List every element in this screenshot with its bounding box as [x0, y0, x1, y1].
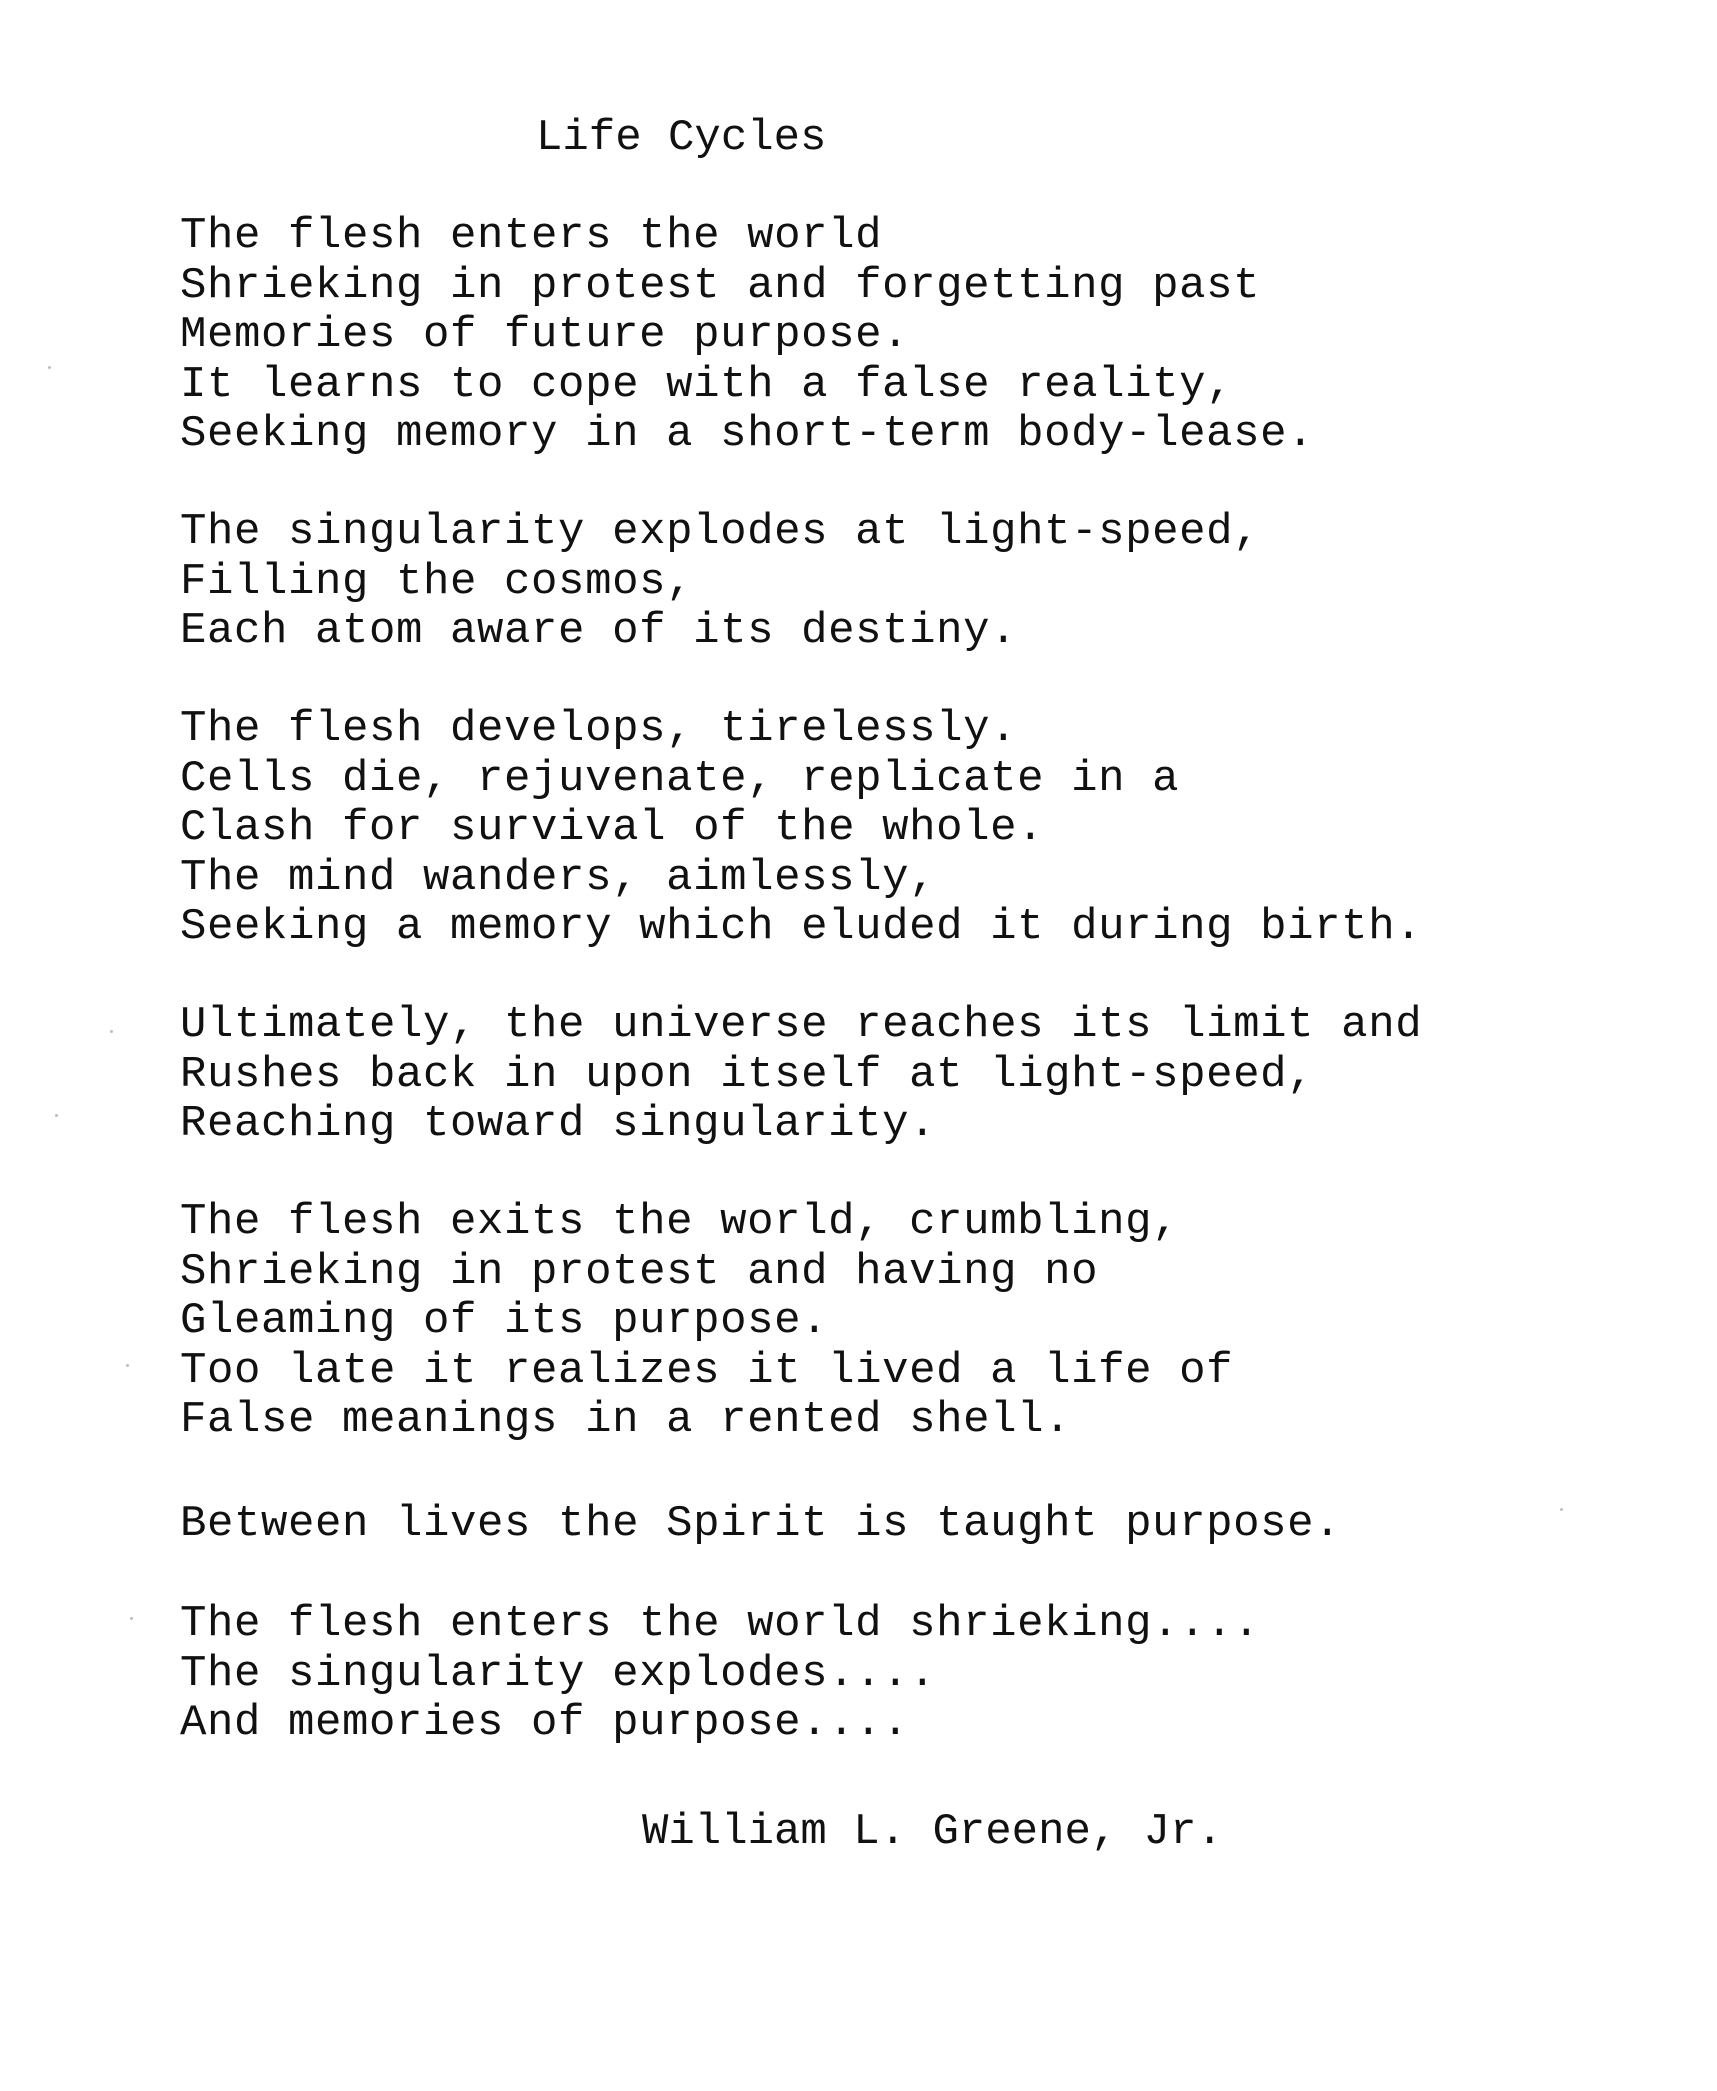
author-signature: William L. Greene, Jr.: [642, 1807, 1223, 1857]
scan-speck: [126, 1364, 129, 1367]
scan-speck: [130, 1617, 133, 1620]
poem-line: Gleaming of its purpose.: [180, 1296, 829, 1346]
poem-line: The flesh enters the world shrieking....: [180, 1599, 1261, 1649]
stanza-2: [180, 508, 1260, 657]
poem-line: Filling the cosmos,: [180, 556, 694, 607]
poem-line: Cells die, rejuvenate, replicate in a: [180, 753, 1180, 804]
poem-line: Between lives the Spirit is taught purpose.: [180, 1499, 1342, 1549]
poem-line: Seeking a memory which eluded it during birth.: [180, 902, 1423, 952]
scan-speck: [55, 1114, 58, 1117]
poem-line: The flesh develops, tirelessly.: [180, 704, 1018, 754]
poem-line: False meanings in a rented shell.: [180, 1395, 1072, 1445]
stanza-7: [180, 1600, 1260, 1749]
poem-title: Life Cycles: [536, 113, 827, 163]
poem-line: Too late it realizes it lived a life of: [180, 1345, 1234, 1396]
scan-speck: [1560, 1508, 1563, 1511]
poem-line: Each atom aware of its destiny.: [180, 606, 1018, 656]
scan-speck: [48, 366, 51, 369]
poem-line: Reaching toward singularity.: [180, 1099, 937, 1149]
poem-line: And memories of purpose....: [180, 1698, 910, 1748]
poem-line: The flesh exits the world, crumbling,: [180, 1197, 1180, 1247]
poem-line: Memories of future purpose.: [180, 310, 910, 360]
scan-speck: [110, 1030, 113, 1033]
poem-line: Ultimately, the universe reaches its limit and: [180, 1000, 1423, 1050]
poem-line: The mind wanders, aimlessly,: [180, 852, 937, 903]
poem-line: Rushes back in upon itself at light-speed,: [180, 1049, 1315, 1100]
stanza-1: [180, 212, 1314, 460]
poem-line: Clash for survival of the whole.: [180, 803, 1045, 853]
poem-line: The singularity explodes....: [180, 1648, 937, 1699]
stanza-6: [180, 1500, 1341, 1550]
poem-line: The singularity explodes at light-speed,: [180, 507, 1261, 557]
poem-line: Seeking memory in a short-term body-lease.: [180, 409, 1315, 459]
poem-line: Shrieking in protest and having no: [180, 1246, 1099, 1297]
poem-line: The flesh enters the world: [180, 211, 883, 261]
stanza-4: [180, 1001, 1422, 1150]
stanza-3: [180, 705, 1422, 953]
stanza-5: [180, 1198, 1233, 1446]
poem-line: It learns to cope with a false reality,: [180, 359, 1234, 410]
poem-line: Shrieking in protest and forgetting past: [180, 260, 1261, 311]
